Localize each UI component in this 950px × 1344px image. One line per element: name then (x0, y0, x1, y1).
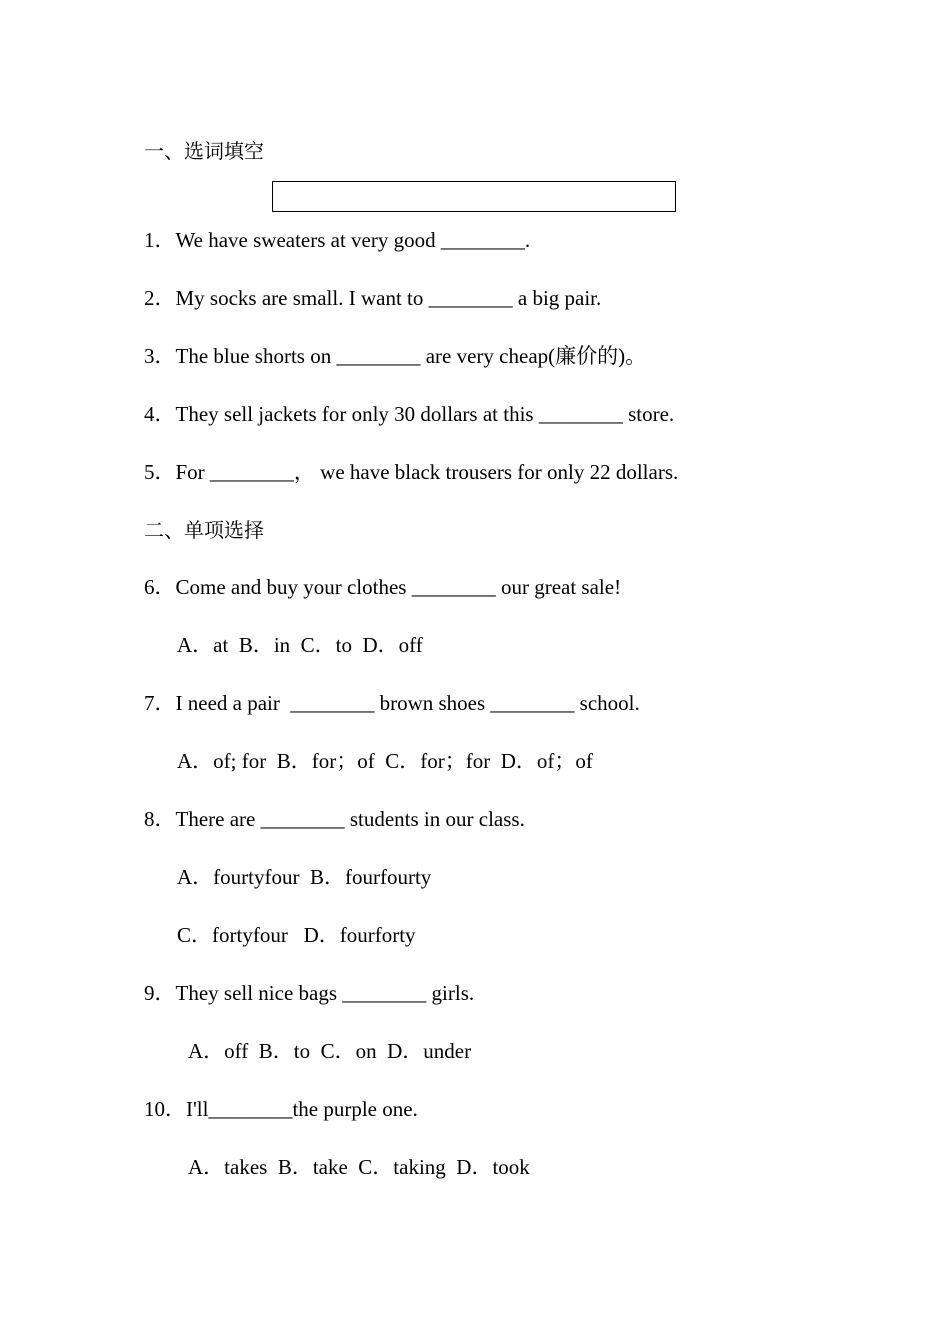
question-4: 4．They sell jackets for only 30 dollars at this ________ store. (144, 402, 675, 426)
word-box (272, 181, 676, 212)
question-7-options: A．of; for B．for；of C．for；for D．of；of (177, 749, 593, 773)
question-8: 8．There are ________ students in our class. (144, 807, 525, 831)
question-8-options-ab: A．fourtyfour B．fourfourty (177, 865, 432, 889)
question-5: 5．For ________， we have black trousers for only 22 dollars. (144, 460, 679, 484)
question-9-options: A．off B．to C．on D．under (188, 1039, 472, 1063)
question-8-options-cd: C．fortyfour D．fourforty (177, 923, 416, 947)
question-7: 7．I need a pair ________ brown shoes ________ school. (144, 691, 640, 715)
question-9: 9．They sell nice bags ________ girls. (144, 981, 475, 1005)
question-10: 10．I'll________the purple one. (144, 1097, 418, 1121)
question-6: 6．Come and buy your clothes ________ our great sale! (144, 575, 622, 599)
section1-heading: 一、选词填空 (144, 139, 264, 163)
question-2: 2．My socks are small. I want to ________ a big pair. (144, 286, 602, 310)
question-1: 1．We have sweaters at very good ________. (144, 228, 531, 252)
section2-heading: 二、单项选择 (144, 518, 264, 542)
question-10-options: A．takes B．take C．taking D．took (188, 1155, 530, 1179)
question-6-options: A．at B．in C．to D．off (177, 633, 423, 657)
question-3: 3．The blue shorts on ________ are very cheap(廉价的)。 (144, 344, 647, 368)
